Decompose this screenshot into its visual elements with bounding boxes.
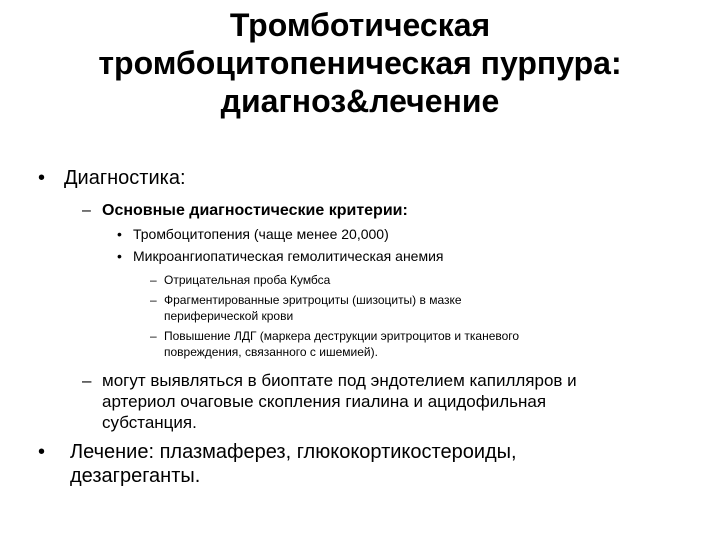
treatment-line-1: Лечение: плазмаферез, глюкокортикостероиды, [70, 441, 517, 463]
bullet-marker: • [117, 248, 122, 264]
biopsy-line-2: артериол очаговые скопления гиалина и ацидофильная [102, 392, 547, 411]
title-line-1: Тромботическая [229, 7, 491, 43]
anemia-text: Микроангиопатическая гемолитическая анемия [133, 248, 444, 264]
fragmented-text [164, 292, 690, 324]
treatment-text [70, 440, 688, 488]
bullet-marker: • [38, 441, 46, 463]
title-line-3: диагноз&лечение [220, 83, 500, 119]
title-line-2: тромбоцитопеническая пурпура: [98, 45, 622, 81]
list-item-anemia [117, 247, 677, 265]
dash-marker: – [82, 202, 91, 219]
ldh-line-1: Повышение ЛДГ (маркера деструкции эритроцитов и тканевого [164, 329, 520, 343]
list-item-diagnostics [38, 166, 678, 190]
list-item-main-criteria [82, 201, 682, 221]
list-item-biopsy [82, 370, 692, 433]
list-item-coombs [150, 272, 690, 288]
dash-marker: – [150, 329, 157, 343]
diagnostics-label: Диагностика: [64, 167, 186, 189]
biopsy-line-1: могут выявляться в биоптате под эндотелием капилляров и [102, 371, 577, 390]
list-item-ldh [150, 328, 690, 360]
dash-marker: – [150, 273, 157, 287]
dash-marker: – [82, 371, 92, 390]
ldh-line-2: повреждения, связанного с ишемией). [164, 345, 378, 359]
thrombocytopenia-text: Тромбоцитопения (чаще менее 20,000) [133, 226, 389, 242]
slide-title [40, 6, 680, 120]
bullet-marker: • [38, 167, 46, 189]
bullet-marker: • [117, 226, 122, 242]
main-criteria-label: Основные диагностические критерии: [102, 202, 408, 219]
biopsy-text [102, 370, 692, 433]
dash-marker: – [150, 293, 157, 307]
fragmented-line-1: Фрагментированные эритроциты (шизоциты) в мазке [164, 293, 462, 307]
ldh-text [164, 328, 690, 360]
fragmented-line-2: периферической крови [164, 309, 294, 323]
coombs-text: Отрицательная проба Кумбса [164, 273, 331, 287]
biopsy-line-3: субстанция. [102, 413, 197, 432]
list-item-treatment [38, 440, 688, 488]
treatment-line-2: дезагреганты. [70, 465, 201, 487]
list-item-fragmented [150, 292, 690, 324]
list-item-thrombocytopenia [117, 225, 677, 243]
